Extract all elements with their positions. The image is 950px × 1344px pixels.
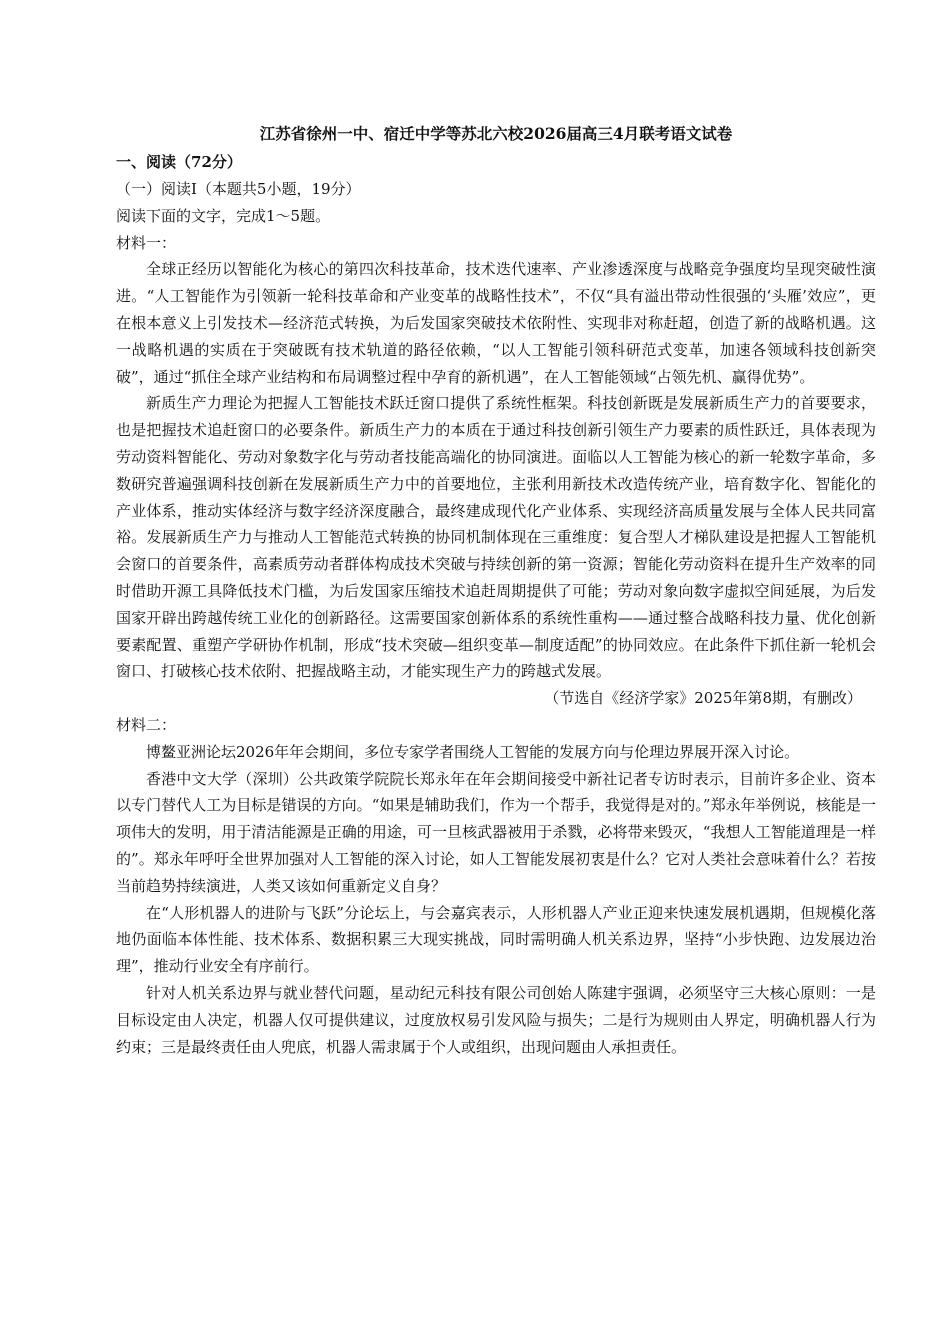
material-1-paragraph-1: 全球正经历以智能化为核心的第四次科技革命，技术迭代速率、产业渗透深度与战略竞争强度均呈现突破性演进。“人工智能作为引领新一轮科技革命和产业变革的战略性技术”，不仅“具有溢出带动性很强的‘头雁’效应”，更在根本意义上引发技术—经济范式转换，为后发国家突破技术依附性、实现非对称赶超，创造了新的战略机遇。这一战略机遇的实质在于突破既有技术轨道的路径依赖，“以人工智能引领科研范式变革，加速各领域科技创新突破”，通过“抓住全球产业结构和布局调整过程中孕育的新机遇”，在人工智能领域“占领先机、赢得优势”。 bbox=[116, 260, 876, 386]
material-2-paragraph-1: 博鳌亚洲论坛2026年年会期间，多位专家学者围绕人工智能的发展方向与伦理边界展开深入讨论。 bbox=[146, 742, 800, 761]
material-2-paragraph-4: 针对人机关系边界与就业替代问题，星动纪元科技有限公司创始人陈建宇强调，必须坚守三大核心原则：一是目标设定由人决定，机器人仅可提供建议，过度放权易引发风险与损失；二是行为规则由人界定，明确机器人行为约束；三是最终责任由人兜底，机器人需隶属于个人或组织，出现问题由人承担责任。 bbox=[116, 983, 876, 1056]
material-1-label: 材料一： bbox=[116, 233, 177, 252]
document-page bbox=[116, 120, 876, 1060]
document-title: 江苏省徐州一中、宿迁中学等苏北六校2026届高三4月联考语文试卷 bbox=[259, 124, 733, 143]
material-2-label: 材料二： bbox=[116, 715, 177, 734]
reading-instruction: 阅读下面的文字，完成1～5题。 bbox=[116, 206, 331, 225]
section-heading-reading: 一、阅读（72分） bbox=[116, 153, 242, 171]
material-2-paragraph-3: 在“人形机器人的进阶与飞跃”分论坛上，与会嘉宾表示，人形机器人产业正迎来快速发展机遇期，但规模化落地仍面临本体性能、技术体系、数据积累三大现实挑战，同时需明确人机关系边界，坚持“小步快跑、边发展边治理”，推动行业安全有序前行。 bbox=[116, 903, 876, 976]
material-2-paragraph-2: 香港中文大学（深圳）公共政策学院院长郑永年在年会期间接受中新社记者专访时表示，目前许多企业、资本以专门替代人工为目标是错误的方向。“如果是辅助我们，作为一个帮手，我觉得是对的。”郑永年举例说，核能是一项伟大的发明，用于清洁能源是正确的用途，可一旦核武器被用于杀戮，必将带来毁灭，“我想人工智能道理是一样的”。郑永年呼吁全世界加强对人工智能的深入讨论，如人工智能发展初衷是什么？它对人类社会意味着什么？若按当前趋势持续演进，人类又该如何重新定义自身？ bbox=[116, 769, 876, 895]
subsection-heading-reading-1: （一）阅读Ⅰ（本题共5小题，19分） bbox=[116, 180, 361, 198]
material-1-paragraph-2: 新质生产力理论为把握人工智能技术跃迁窗口提供了系统性框架。科技创新既是发展新质生产力的首要要求，也是把握技术追赶窗口的必要条件。新质生产力的本质在于通过科技创新引领生产力要素的质性跃迁，具体表现为劳动资料智能化、劳动对象数字化与劳动者技能高端化的协同演进。面临以人工智能为核心的新一轮数字革命，多数研究普遍强调科技创新在发展新质生产力中的首要地位，主张利用新技术改造传统产业，培育数字化、智能化的产业体系，推动实体经济与数字经济深度融合，最终建成现代化产业体系、实现经济高质量发展与全体人民共同富裕。发展新质生产力与推动人工智能范式转换的协同机制体现在三重维度：复合型人才梯队建设是把握人工智能机会窗口的首要条件，高素质劳动者群体构成技术突破与持续创新的第一资源；智能化劳动资料在提升生产效率的同时借助开源工具降低技术门槛，为后发国家压缩技术追赶周期提供了可能；劳动对象向数字虚拟空间延展，为后发国家开辟出跨越传统工业化的创新路径。这需要国家创新体系的系统性重构——通过整合战略科技力量、优化创新要素配置、重塑产学研协作机制，形成“技术突破—组织变革—制度适配”的协同效应。在此条件下抓住新一轮机会窗口、打破核心技术依附、把握战略主动，才能实现生产力的跨越式发展。 bbox=[116, 394, 876, 681]
material-1-source: （节选自《经济学家》2025年第8期，有删改） bbox=[544, 689, 862, 708]
